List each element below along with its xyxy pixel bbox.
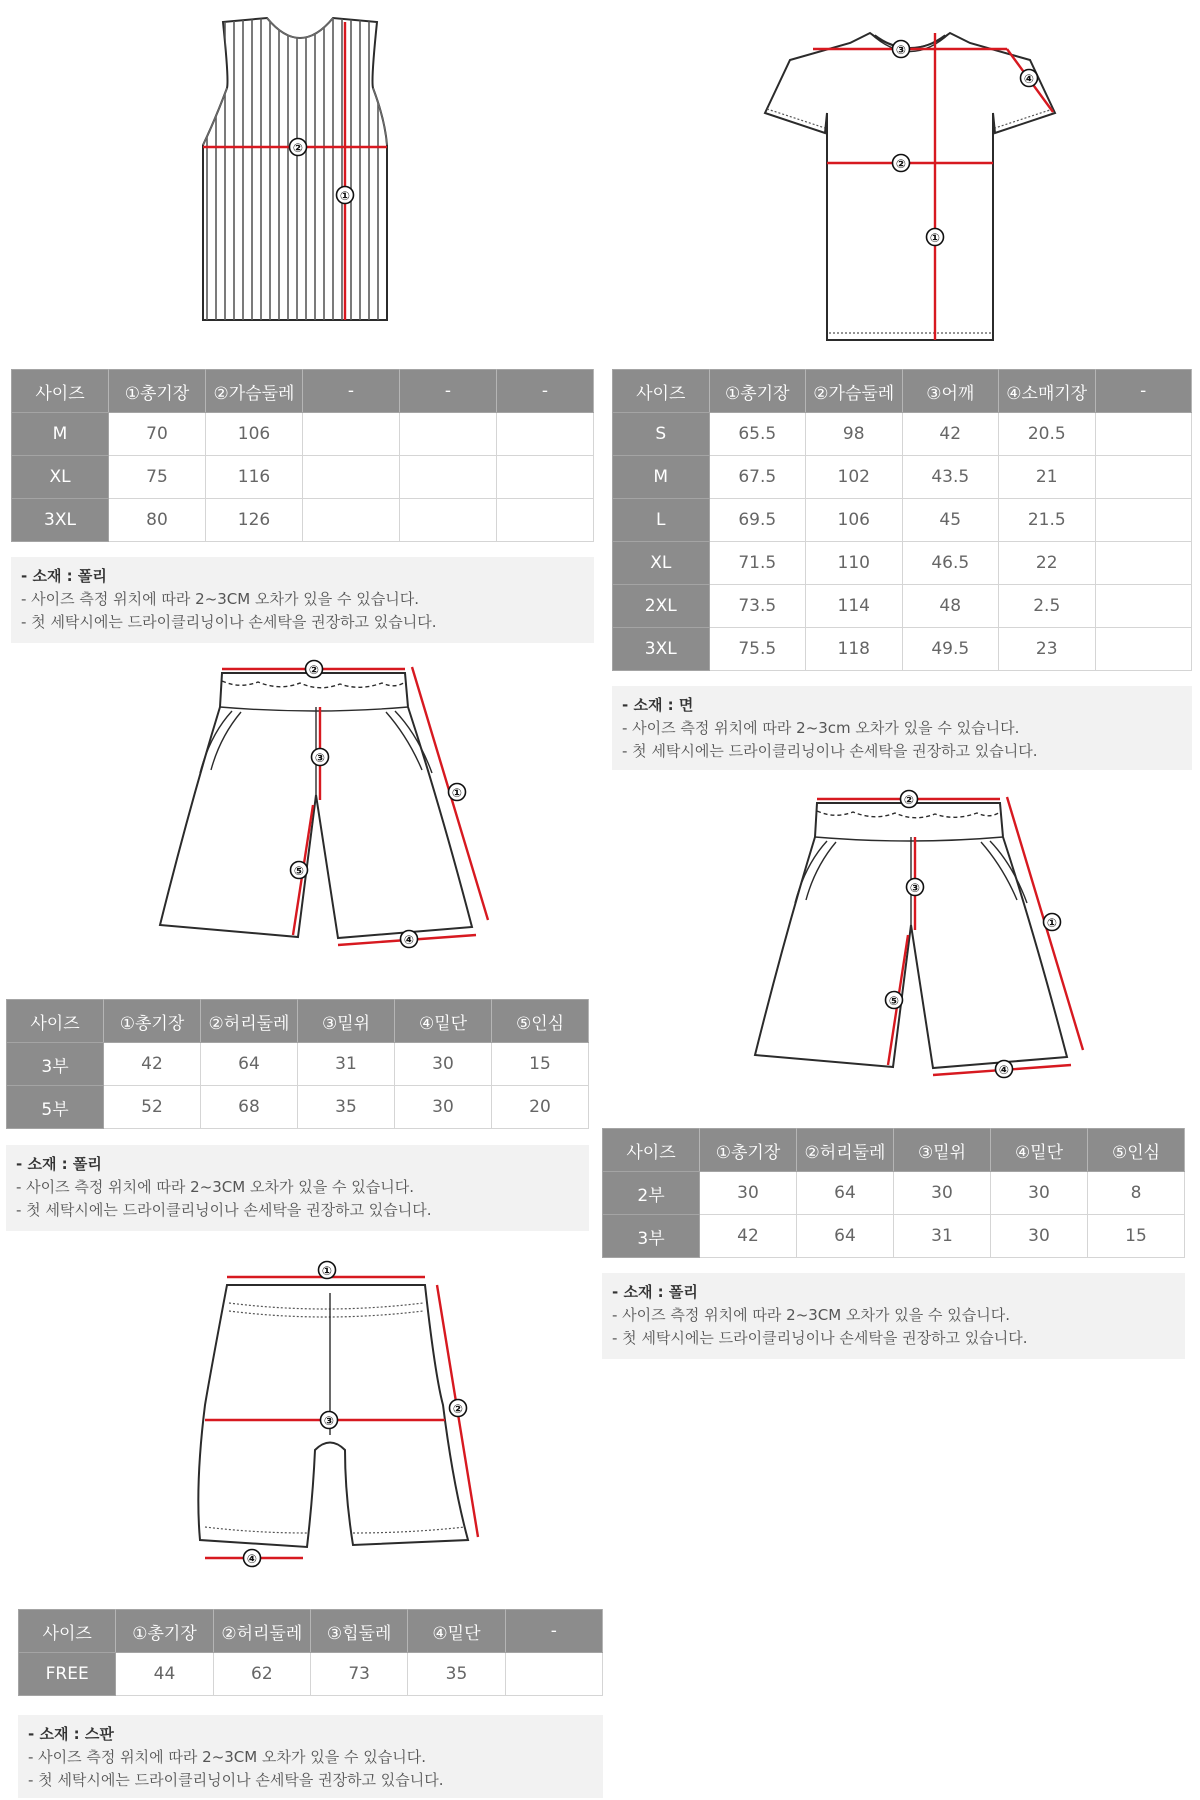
column-header: ⑤인심 xyxy=(1088,1129,1185,1172)
table-cell: 20 xyxy=(492,1086,589,1129)
table-cell: 52 xyxy=(104,1086,201,1129)
marker-waist xyxy=(901,791,918,808)
column-header: 사이즈 xyxy=(19,1610,116,1653)
column-header: - xyxy=(303,370,400,413)
table-cell xyxy=(497,413,594,456)
column-header: ②가슴둘레 xyxy=(806,370,903,413)
table-cell: 106 xyxy=(206,413,303,456)
column-header: 사이즈 xyxy=(613,370,710,413)
material-line: - 소재 : 면 xyxy=(622,696,694,714)
table-cell: 65.5 xyxy=(709,413,806,456)
table-cell: 23 xyxy=(999,628,1096,671)
table-cell xyxy=(303,413,400,456)
table-cell xyxy=(1095,456,1192,499)
tshirt-notes xyxy=(612,686,1192,770)
marker-length xyxy=(337,187,354,204)
table-cell: 64 xyxy=(797,1172,894,1215)
table-cell: 69.5 xyxy=(709,499,806,542)
column-header: ①총기장 xyxy=(104,1000,201,1043)
table-cell: 35 xyxy=(298,1086,395,1129)
table-row xyxy=(613,628,1192,671)
note-line: - 사이즈 측정 위치에 따라 2~3CM 오차가 있을 수 있습니다. xyxy=(28,1748,426,1766)
table-cell xyxy=(497,499,594,542)
table-row xyxy=(613,542,1192,585)
table-cell: 67.5 xyxy=(709,456,806,499)
size-label-cell: XL xyxy=(12,456,109,499)
table-row xyxy=(613,499,1192,542)
table-cell xyxy=(1095,499,1192,542)
svg-text:③: ③ xyxy=(895,43,907,57)
material-line: - 소재 : 스판 xyxy=(28,1725,114,1743)
table-cell: 80 xyxy=(109,499,206,542)
table-cell: 49.5 xyxy=(902,628,999,671)
column-header: - xyxy=(1095,370,1192,413)
table-cell: 31 xyxy=(894,1215,991,1258)
column-header: ②가슴둘레 xyxy=(206,370,303,413)
table-cell: 118 xyxy=(806,628,903,671)
table-cell: 116 xyxy=(206,456,303,499)
table-cell: 31 xyxy=(298,1043,395,1086)
column-header: ④소매기장 xyxy=(999,370,1096,413)
column-header: ②허리둘레 xyxy=(213,1610,310,1653)
size-label-cell: S xyxy=(613,413,710,456)
svg-text:①: ① xyxy=(321,1264,333,1278)
table-cell: 21.5 xyxy=(999,499,1096,542)
table-row xyxy=(7,1086,589,1129)
column-header: ③어깨 xyxy=(902,370,999,413)
marker-waist xyxy=(450,1400,467,1417)
size-label-cell: 2부 xyxy=(603,1172,700,1215)
table-cell: 102 xyxy=(806,456,903,499)
marker-chest xyxy=(893,155,910,172)
leggings-illustration xyxy=(195,1255,495,1575)
note-line: - 사이즈 측정 위치에 따라 2~3cm 오차가 있을 수 있습니다. xyxy=(622,719,1020,737)
shorts-right-size-table xyxy=(602,1128,1185,1258)
shorts-left-illustration xyxy=(150,655,500,945)
table-cell: 126 xyxy=(206,499,303,542)
column-header: ②허리둘레 xyxy=(201,1000,298,1043)
table-cell: 75.5 xyxy=(709,628,806,671)
tshirt-size-table xyxy=(612,369,1192,671)
table-cell: 15 xyxy=(492,1043,589,1086)
marker-length xyxy=(1044,914,1061,931)
svg-text:④: ④ xyxy=(998,1063,1010,1077)
marker-inseam xyxy=(291,862,308,879)
size-label-cell: XL xyxy=(613,542,710,585)
table-cell: 22 xyxy=(999,542,1096,585)
table-cell: 110 xyxy=(806,542,903,585)
table-row xyxy=(603,1215,1185,1258)
svg-text:②: ② xyxy=(452,1402,464,1416)
marker-hip xyxy=(321,1412,338,1429)
note-line: - 사이즈 측정 위치에 따라 2~3CM 오차가 있을 수 있습니다. xyxy=(16,1178,414,1196)
table-row xyxy=(12,499,594,542)
svg-text:⑤: ⑤ xyxy=(888,994,900,1008)
material-line: - 소재 : 폴리 xyxy=(21,567,107,585)
marker-chest xyxy=(290,139,307,156)
note-line: - 첫 세탁시에는 드라이클리닝이나 손세탁을 권장하고 있습니다. xyxy=(21,613,437,631)
size-label-cell: M xyxy=(12,413,109,456)
svg-text:①: ① xyxy=(929,231,941,245)
table-cell: 64 xyxy=(797,1215,894,1258)
tank-notes xyxy=(11,557,594,643)
table-cell: 44 xyxy=(116,1653,213,1696)
table-cell: 42 xyxy=(902,413,999,456)
column-header: ①총기장 xyxy=(709,370,806,413)
tank-top-illustration xyxy=(195,10,405,325)
table-cell: 73.5 xyxy=(709,585,806,628)
column-header: ②허리둘레 xyxy=(797,1129,894,1172)
size-label-cell: 3부 xyxy=(603,1215,700,1258)
column-header: ①총기장 xyxy=(700,1129,797,1172)
table-cell: 73 xyxy=(310,1653,407,1696)
column-header: - xyxy=(505,1610,602,1653)
table-cell: 75 xyxy=(109,456,206,499)
svg-text:①: ① xyxy=(451,786,463,800)
table-cell xyxy=(400,413,497,456)
table-cell xyxy=(303,456,400,499)
note-line: - 첫 세탁시에는 드라이클리닝이나 손세탁을 권장하고 있습니다. xyxy=(28,1771,444,1789)
table-cell: 15 xyxy=(1088,1215,1185,1258)
marker-shoulder xyxy=(893,41,910,58)
table-row xyxy=(19,1653,603,1696)
size-label-cell: FREE xyxy=(19,1653,116,1696)
marker-sleeve xyxy=(1021,70,1038,87)
marker-length xyxy=(927,229,944,246)
svg-text:④: ④ xyxy=(1023,72,1035,86)
table-cell: 42 xyxy=(104,1043,201,1086)
table-cell: 30 xyxy=(894,1172,991,1215)
material-line: - 소재 : 폴리 xyxy=(16,1155,102,1173)
marker-waist xyxy=(306,661,323,678)
table-cell: 64 xyxy=(201,1043,298,1086)
column-header: ④밑단 xyxy=(395,1000,492,1043)
table-cell: 8 xyxy=(1088,1172,1185,1215)
note-line: - 사이즈 측정 위치에 따라 2~3CM 오차가 있을 수 있습니다. xyxy=(612,1306,1010,1324)
table-cell xyxy=(1095,542,1192,585)
marker-inseam xyxy=(886,992,903,1009)
table-cell xyxy=(1095,585,1192,628)
marker-length xyxy=(449,784,466,801)
note-line: - 첫 세탁시에는 드라이클리닝이나 손세탁을 권장하고 있습니다. xyxy=(622,742,1038,760)
table-cell: 98 xyxy=(806,413,903,456)
shorts-left-notes xyxy=(6,1145,589,1231)
svg-text:④: ④ xyxy=(246,1552,258,1566)
column-header: ③힙둘레 xyxy=(310,1610,407,1653)
svg-text:②: ② xyxy=(903,793,915,807)
svg-text:②: ② xyxy=(308,663,320,677)
size-label-cell: 3XL xyxy=(613,628,710,671)
column-header: 사이즈 xyxy=(12,370,109,413)
svg-text:③: ③ xyxy=(323,1414,335,1428)
table-row xyxy=(7,1043,589,1086)
marker-length xyxy=(319,1262,336,1279)
table-cell: 30 xyxy=(395,1086,492,1129)
shorts-right-illustration xyxy=(745,785,1095,1075)
column-header: ③밑위 xyxy=(298,1000,395,1043)
table-cell: 30 xyxy=(700,1172,797,1215)
table-cell: 68 xyxy=(201,1086,298,1129)
column-header: - xyxy=(400,370,497,413)
column-header: ④밑단 xyxy=(991,1129,1088,1172)
shorts-left-size-table xyxy=(6,999,589,1129)
table-row xyxy=(613,585,1192,628)
table-cell: 43.5 xyxy=(902,456,999,499)
note-line: - 첫 세탁시에는 드라이클리닝이나 손세탁을 권장하고 있습니다. xyxy=(612,1329,1028,1347)
table-cell: 45 xyxy=(902,499,999,542)
marker-rise xyxy=(907,879,924,896)
size-label-cell: 5부 xyxy=(7,1086,104,1129)
column-header: ①총기장 xyxy=(116,1610,213,1653)
svg-text:④: ④ xyxy=(403,933,415,947)
size-label-cell: M xyxy=(613,456,710,499)
shorts-right-notes xyxy=(602,1273,1185,1359)
table-row xyxy=(12,413,594,456)
leggings-notes xyxy=(18,1715,603,1798)
leggings-size-table xyxy=(18,1609,603,1696)
table-cell: 20.5 xyxy=(999,413,1096,456)
svg-text:①: ① xyxy=(1046,916,1058,930)
material-line: - 소재 : 폴리 xyxy=(612,1283,698,1301)
marker-hem xyxy=(996,1061,1013,1078)
table-cell: 46.5 xyxy=(902,542,999,585)
marker-hem xyxy=(244,1550,261,1567)
table-row xyxy=(613,456,1192,499)
column-header: 사이즈 xyxy=(7,1000,104,1043)
tshirt-illustration xyxy=(735,15,1085,345)
column-header: ③밑위 xyxy=(894,1129,991,1172)
table-cell xyxy=(303,499,400,542)
marker-hem xyxy=(401,931,418,948)
table-row xyxy=(603,1172,1185,1215)
table-cell: 35 xyxy=(408,1653,505,1696)
table-cell: 21 xyxy=(999,456,1096,499)
column-header: - xyxy=(497,370,594,413)
size-label-cell: 3XL xyxy=(12,499,109,542)
svg-text:③: ③ xyxy=(909,881,921,895)
table-cell: 30 xyxy=(991,1215,1088,1258)
table-cell xyxy=(400,499,497,542)
table-cell: 48 xyxy=(902,585,999,628)
table-cell: 30 xyxy=(991,1172,1088,1215)
svg-text:①: ① xyxy=(339,189,351,203)
table-cell xyxy=(400,456,497,499)
svg-text:②: ② xyxy=(292,141,304,155)
table-row xyxy=(613,413,1192,456)
column-header: 사이즈 xyxy=(603,1129,700,1172)
svg-text:③: ③ xyxy=(314,751,326,765)
table-cell xyxy=(505,1653,602,1696)
size-label-cell: L xyxy=(613,499,710,542)
column-header: ④밑단 xyxy=(408,1610,505,1653)
table-cell xyxy=(497,456,594,499)
size-label-cell: 2XL xyxy=(613,585,710,628)
table-cell: 30 xyxy=(395,1043,492,1086)
table-cell: 114 xyxy=(806,585,903,628)
table-cell xyxy=(1095,628,1192,671)
column-header: ⑤인심 xyxy=(492,1000,589,1043)
table-cell: 106 xyxy=(806,499,903,542)
table-row xyxy=(12,456,594,499)
table-cell: 2.5 xyxy=(999,585,1096,628)
table-cell: 70 xyxy=(109,413,206,456)
table-cell: 62 xyxy=(213,1653,310,1696)
size-label-cell: 3부 xyxy=(7,1043,104,1086)
svg-text:⑤: ⑤ xyxy=(293,864,305,878)
note-line: - 첫 세탁시에는 드라이클리닝이나 손세탁을 권장하고 있습니다. xyxy=(16,1201,432,1219)
column-header: ①총기장 xyxy=(109,370,206,413)
svg-text:②: ② xyxy=(895,157,907,171)
tank-size-table xyxy=(11,369,594,542)
table-cell: 42 xyxy=(700,1215,797,1258)
table-cell: 71.5 xyxy=(709,542,806,585)
table-cell xyxy=(1095,413,1192,456)
note-line: - 사이즈 측정 위치에 따라 2~3CM 오차가 있을 수 있습니다. xyxy=(21,590,419,608)
marker-rise xyxy=(312,749,329,766)
